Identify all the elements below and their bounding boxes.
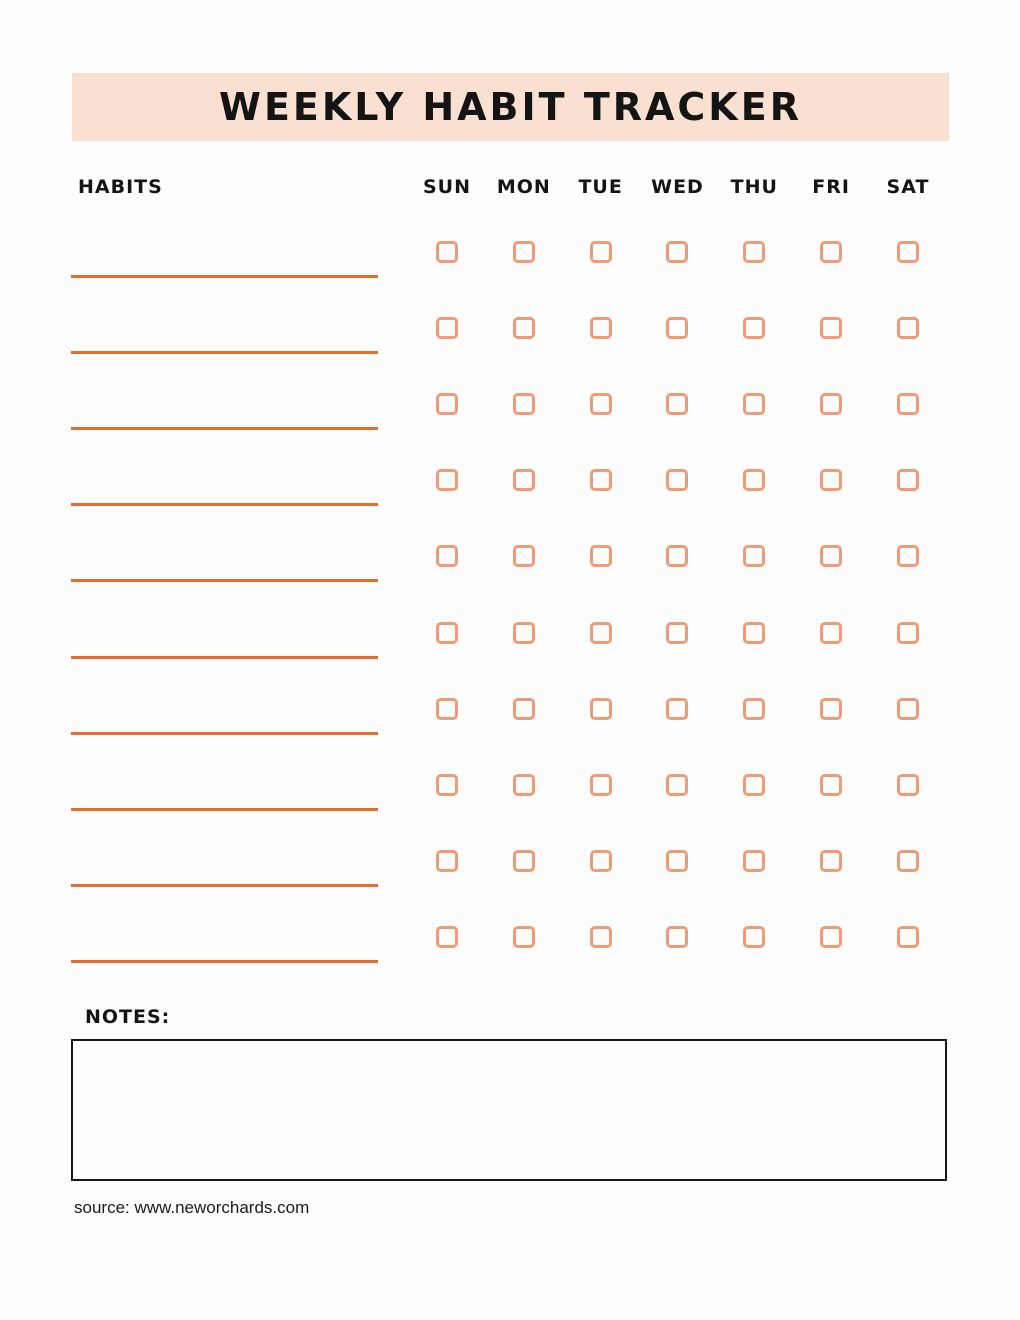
checkbox-mon-row7[interactable] xyxy=(513,698,535,720)
checkbox-tue-row5[interactable] xyxy=(590,545,612,567)
habit-write-line-row1[interactable] xyxy=(71,275,378,278)
checkbox-sun-row8[interactable] xyxy=(436,774,458,796)
day-header-tue: TUE xyxy=(578,176,623,198)
habit-name-row5 xyxy=(71,539,378,579)
checkbox-wed-row8[interactable] xyxy=(666,774,688,796)
habit-write-line-row8[interactable] xyxy=(71,808,378,811)
day-header-mon: MON xyxy=(496,176,551,198)
checkbox-fri-row4[interactable] xyxy=(820,469,842,491)
checkbox-wed-row7[interactable] xyxy=(666,698,688,720)
checkbox-sun-row3[interactable] xyxy=(436,393,458,415)
checkbox-wed-row2[interactable] xyxy=(666,317,688,339)
habit-name-row4 xyxy=(71,463,378,503)
checkbox-tue-row4[interactable] xyxy=(590,469,612,491)
checkbox-fri-row9[interactable] xyxy=(820,850,842,872)
checkbox-thu-row1[interactable] xyxy=(743,241,765,263)
checkbox-sat-row1[interactable] xyxy=(897,241,919,263)
checkbox-mon-row10[interactable] xyxy=(513,926,535,948)
checkbox-wed-row9[interactable] xyxy=(666,850,688,872)
checkbox-fri-row10[interactable] xyxy=(820,926,842,948)
habit-write-line-row10[interactable] xyxy=(71,960,378,963)
notes-box[interactable] xyxy=(71,1039,947,1181)
checkbox-wed-row5[interactable] xyxy=(666,545,688,567)
checkbox-tue-row1[interactable] xyxy=(590,241,612,263)
checkbox-tue-row9[interactable] xyxy=(590,850,612,872)
habit-name-row9 xyxy=(71,844,378,884)
checkbox-mon-row6[interactable] xyxy=(513,622,535,644)
checkbox-fri-row8[interactable] xyxy=(820,774,842,796)
habit-name-row2 xyxy=(71,311,378,351)
checkbox-sat-row2[interactable] xyxy=(897,317,919,339)
checkbox-sat-row6[interactable] xyxy=(897,622,919,644)
checkbox-thu-row7[interactable] xyxy=(743,698,765,720)
habit-name-row7 xyxy=(71,692,378,732)
checkbox-mon-row1[interactable] xyxy=(513,241,535,263)
checkbox-sun-row5[interactable] xyxy=(436,545,458,567)
checkbox-mon-row2[interactable] xyxy=(513,317,535,339)
habit-write-line-row9[interactable] xyxy=(71,884,378,887)
day-header-thu: THU xyxy=(730,176,778,198)
checkbox-tue-row2[interactable] xyxy=(590,317,612,339)
checkbox-wed-row10[interactable] xyxy=(666,926,688,948)
checkbox-wed-row6[interactable] xyxy=(666,622,688,644)
day-header-sat: SAT xyxy=(886,176,930,198)
checkbox-fri-row5[interactable] xyxy=(820,545,842,567)
checkbox-sun-row6[interactable] xyxy=(436,622,458,644)
habit-name-row3 xyxy=(71,387,378,427)
habits-column-header: HABITS xyxy=(78,176,163,198)
checkbox-sat-row5[interactable] xyxy=(897,545,919,567)
checkbox-sun-row4[interactable] xyxy=(436,469,458,491)
habit-name-row10 xyxy=(71,920,378,960)
checkbox-thu-row4[interactable] xyxy=(743,469,765,491)
checkbox-sat-row9[interactable] xyxy=(897,850,919,872)
source-credit: source: www.neworchards.com xyxy=(74,1198,310,1217)
page-title: WEEKLY HABIT TRACKER xyxy=(219,85,802,129)
checkbox-tue-row8[interactable] xyxy=(590,774,612,796)
checkbox-thu-row10[interactable] xyxy=(743,926,765,948)
checkbox-mon-row8[interactable] xyxy=(513,774,535,796)
day-header-sun: SUN xyxy=(422,176,472,198)
checkbox-sun-row9[interactable] xyxy=(436,850,458,872)
checkbox-wed-row1[interactable] xyxy=(666,241,688,263)
notes-label: NOTES: xyxy=(85,1006,171,1028)
checkbox-mon-row9[interactable] xyxy=(513,850,535,872)
checkbox-sun-row2[interactable] xyxy=(436,317,458,339)
checkbox-mon-row5[interactable] xyxy=(513,545,535,567)
checkbox-thu-row9[interactable] xyxy=(743,850,765,872)
checkbox-tue-row6[interactable] xyxy=(590,622,612,644)
checkbox-fri-row7[interactable] xyxy=(820,698,842,720)
habit-write-line-row7[interactable] xyxy=(71,732,378,735)
checkbox-thu-row5[interactable] xyxy=(743,545,765,567)
habit-name-row6 xyxy=(71,616,378,656)
checkbox-tue-row3[interactable] xyxy=(590,393,612,415)
checkbox-sat-row4[interactable] xyxy=(897,469,919,491)
checkbox-sun-row7[interactable] xyxy=(436,698,458,720)
checkbox-sat-row8[interactable] xyxy=(897,774,919,796)
checkbox-mon-row3[interactable] xyxy=(513,393,535,415)
habit-write-line-row3[interactable] xyxy=(71,427,378,430)
checkbox-tue-row10[interactable] xyxy=(590,926,612,948)
checkbox-sat-row3[interactable] xyxy=(897,393,919,415)
checkbox-mon-row4[interactable] xyxy=(513,469,535,491)
checkbox-sun-row1[interactable] xyxy=(436,241,458,263)
checkbox-sat-row10[interactable] xyxy=(897,926,919,948)
checkbox-tue-row7[interactable] xyxy=(590,698,612,720)
habit-name-row8 xyxy=(71,768,378,808)
checkbox-wed-row4[interactable] xyxy=(666,469,688,491)
checkbox-thu-row2[interactable] xyxy=(743,317,765,339)
day-header-wed: WED xyxy=(651,176,704,198)
checkbox-wed-row3[interactable] xyxy=(666,393,688,415)
habit-write-line-row6[interactable] xyxy=(71,656,378,659)
checkbox-thu-row6[interactable] xyxy=(743,622,765,644)
day-header-fri: FRI xyxy=(812,176,850,198)
habit-write-line-row4[interactable] xyxy=(71,503,378,506)
checkbox-thu-row3[interactable] xyxy=(743,393,765,415)
checkbox-sun-row10[interactable] xyxy=(436,926,458,948)
checkbox-fri-row1[interactable] xyxy=(820,241,842,263)
checkbox-thu-row8[interactable] xyxy=(743,774,765,796)
habit-name-row1 xyxy=(71,235,378,275)
habit-write-line-row5[interactable] xyxy=(71,579,378,582)
checkbox-sat-row7[interactable] xyxy=(897,698,919,720)
title-banner xyxy=(72,73,949,141)
habit-write-line-row2[interactable] xyxy=(71,351,378,354)
checkbox-fri-row6[interactable] xyxy=(820,622,842,644)
checkbox-fri-row2[interactable] xyxy=(820,317,842,339)
checkbox-fri-row3[interactable] xyxy=(820,393,842,415)
